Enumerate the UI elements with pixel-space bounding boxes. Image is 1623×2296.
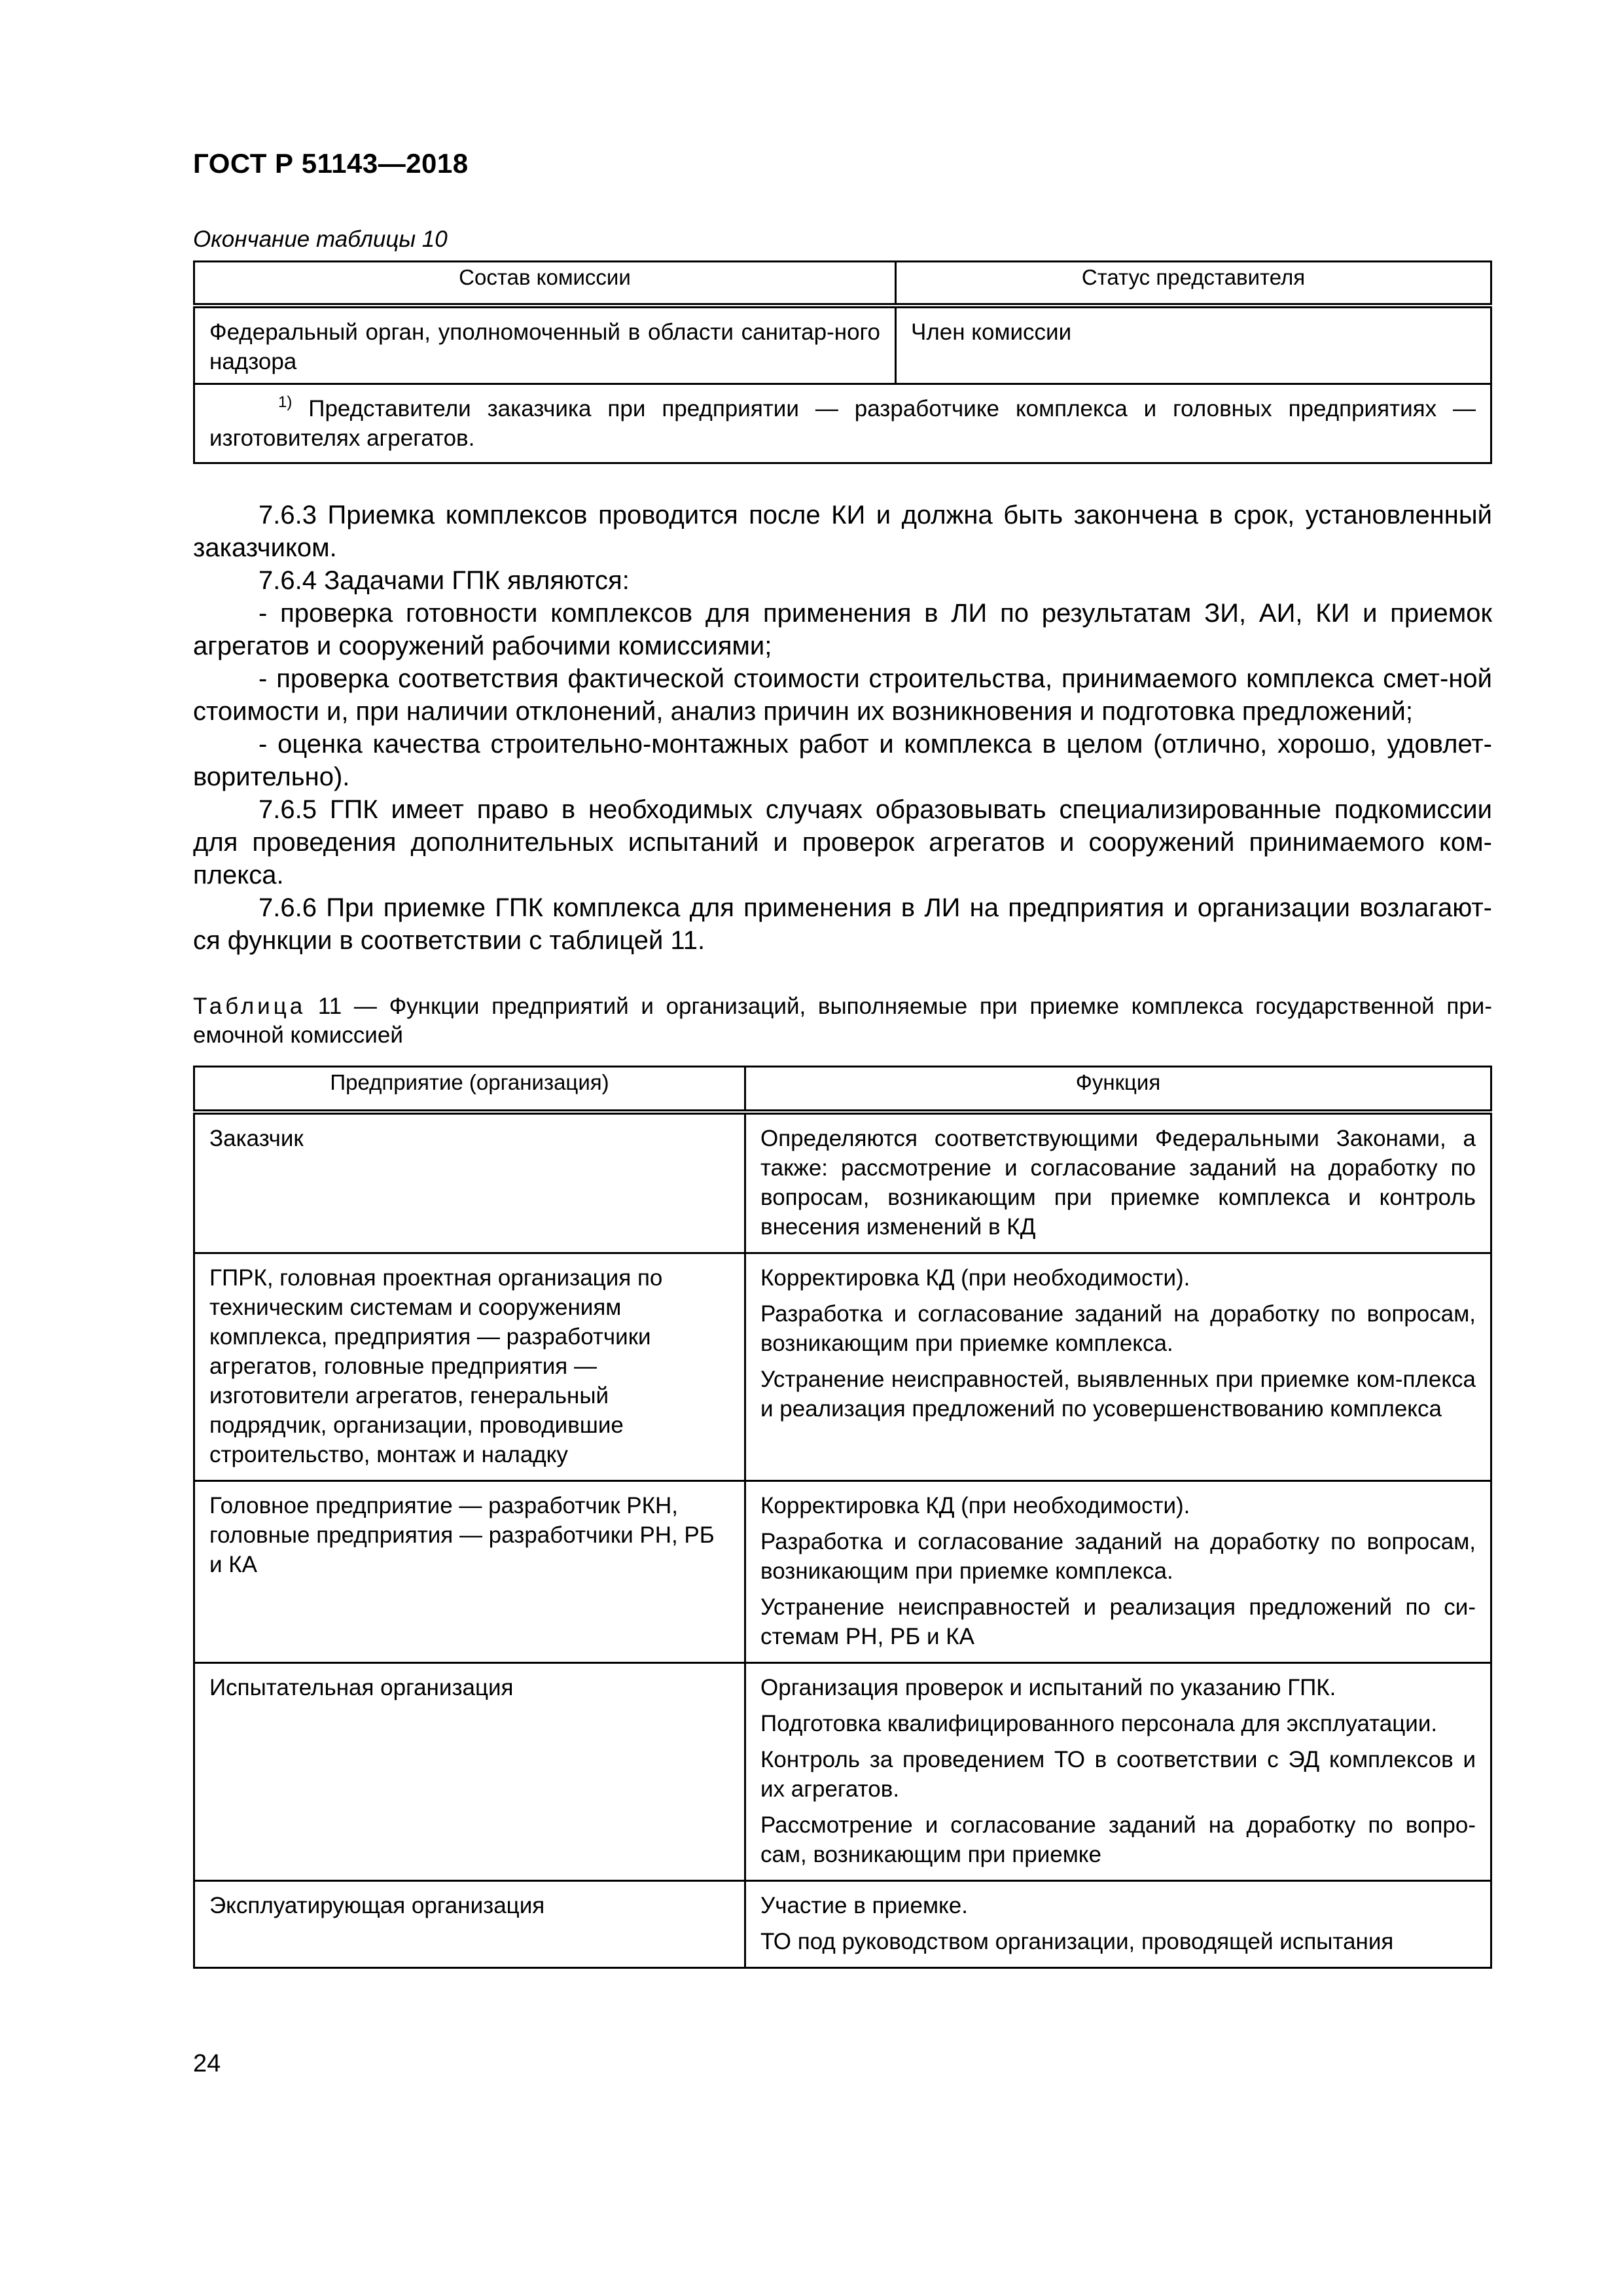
function-item: Разработка и согласование заданий на доработку по вопросам, возникающим при приемке комплекса.: [760, 1529, 1476, 1584]
table-row: [194, 1881, 1491, 1968]
table11-cell-org: Испытательная организация: [194, 1663, 745, 1881]
table11-caption: [193, 992, 1492, 1050]
function-item: ТО под руководством организации, проводящей испытания: [760, 1929, 1394, 1954]
table-row: [194, 1253, 1491, 1481]
table11-caption-text: 11 — Функции предприятий и организаций, выполняемые при приемке комплекса государственной при-емочной комиссией: [193, 994, 1492, 1048]
paragraph-7-6-4: 7.6.4 Задачами ГПК являются:: [259, 566, 630, 595]
paragraph-7-6-3: 7.6.3 Приемка комплексов проводится после КИ и должна быть закончена в срок, установленный заказчиком.: [193, 501, 1492, 562]
table10-header-status: Статус представителя: [896, 262, 1491, 306]
table11-cell-function: [745, 1881, 1491, 1968]
table10-cell-status: Член комиссии: [896, 306, 1491, 384]
table11-cell-function: [745, 1663, 1491, 1881]
function-item: Контроль за проведением ТО в соответствии с ЭД комплексов и их агрегатов.: [760, 1747, 1476, 1802]
function-item: Корректировка КД (при необходимости).: [760, 1493, 1190, 1518]
table10-continuation-caption: Окончание таблицы 10: [193, 226, 448, 252]
table11-header-org: Предприятие (организация): [194, 1067, 745, 1113]
function-item: Разработка и согласование заданий на доработку по вопросам, возникающим при приемке комплекса.: [760, 1301, 1476, 1356]
function-item: Устранение неисправностей и реализация предложений по си-стемам РН, РБ и КА: [760, 1594, 1476, 1649]
table11-cell-function: [745, 1253, 1491, 1481]
function-item: Организация проверок и испытаний по указанию ГПК.: [760, 1675, 1336, 1700]
function-item: Определяются соответствующими Федеральными Законами, а также: рассмотрение и согласование заданий на доработку по вопросам, возникающим при приемке комплекса и контроль внесения изменений в КД: [760, 1126, 1476, 1240]
function-item: Устранение неисправностей, выявленных при приемке ком-плекса и реализация предложений по усовершенствованию комплекса: [760, 1367, 1476, 1422]
table-row: [194, 1112, 1491, 1253]
table10-footnote-row: [194, 384, 1491, 463]
list-item: - проверка готовности комплексов для применения в ЛИ по результатам ЗИ, АИ, КИ и приемок агрегатов и сооружений рабочими комиссиями;: [193, 599, 1492, 660]
function-item: Участие в приемке.: [760, 1893, 968, 1918]
table11-cell-org: Эксплуатирующая организация: [194, 1881, 745, 1968]
table11-cell-function: [745, 1112, 1491, 1253]
table11-cell-org: ГПРК, головная проектная организация по техническим системам и сооружениям комплекса, предприятия — разработчики агрегатов, головные предприятия — изготовители агрегатов, генеральный подрядчик, организации, проводившие строительство, монтаж и наладку: [194, 1253, 745, 1481]
table10-header-composition: Состав комиссии: [194, 262, 896, 306]
paragraph-7-6-6: 7.6.6 При приемке ГПК комплекса для применения в ЛИ на предприятия и организации возлагают-ся функции в соответствии с таблицей 11.: [193, 893, 1492, 955]
table11-cell-function: [745, 1481, 1491, 1663]
function-item: Корректировка КД (при необходимости).: [760, 1265, 1190, 1291]
document-id: ГОСТ Р 51143—2018: [193, 148, 469, 179]
table10-footnote: [194, 384, 1491, 463]
table11-cell-org: Головное предприятие — разработчик РКН, головные предприятия — разработчики РН, РБ и КА: [194, 1481, 745, 1663]
table-10: [193, 260, 1492, 464]
function-item: Рассмотрение и согласование заданий на доработку по вопро-сам, возникающим при приемке: [760, 1812, 1476, 1867]
table-11: [193, 1066, 1492, 1969]
table-row: [194, 306, 1491, 384]
table10-cell-composition: Федеральный орган, уполномоченный в области санитар-ного надзора: [194, 306, 896, 384]
table11-header-function: Функция: [745, 1067, 1491, 1113]
function-item: Подготовка квалифицированного персонала для эксплуатации.: [760, 1711, 1438, 1736]
list-item: - проверка соответствия фактической стоимости строительства, принимаемого комплекса смет-ной стоимости и, при наличии отклонений, анализ причин их возникновения и подготовка предложений;: [193, 664, 1492, 726]
table11-cell-org: Заказчик: [194, 1112, 745, 1253]
list-item: - оценка качества строительно-монтажных работ и комплекса в целом (отлично, хорошо, удовлет-ворительно).: [193, 730, 1492, 791]
footnote-text: Представители заказчика при предприятии — разработчике комплекса и головных предприятиях — изготовителях агрегатов.: [209, 396, 1476, 451]
table11-caption-label: Таблица: [193, 994, 306, 1019]
paragraph-7-6-5: 7.6.5 ГПК имеет право в необходимых случаях образовывать специализированные подкомиссии для проведения дополнительных испытаний и проверок агрегатов и сооружений принимаемого ком-плекса.: [193, 795, 1492, 889]
table-row: [194, 1481, 1491, 1663]
body-text: [193, 499, 1492, 957]
footnote-mark: 1): [278, 393, 293, 411]
table-row: [194, 1663, 1491, 1881]
page-number: 24: [193, 2050, 221, 2077]
